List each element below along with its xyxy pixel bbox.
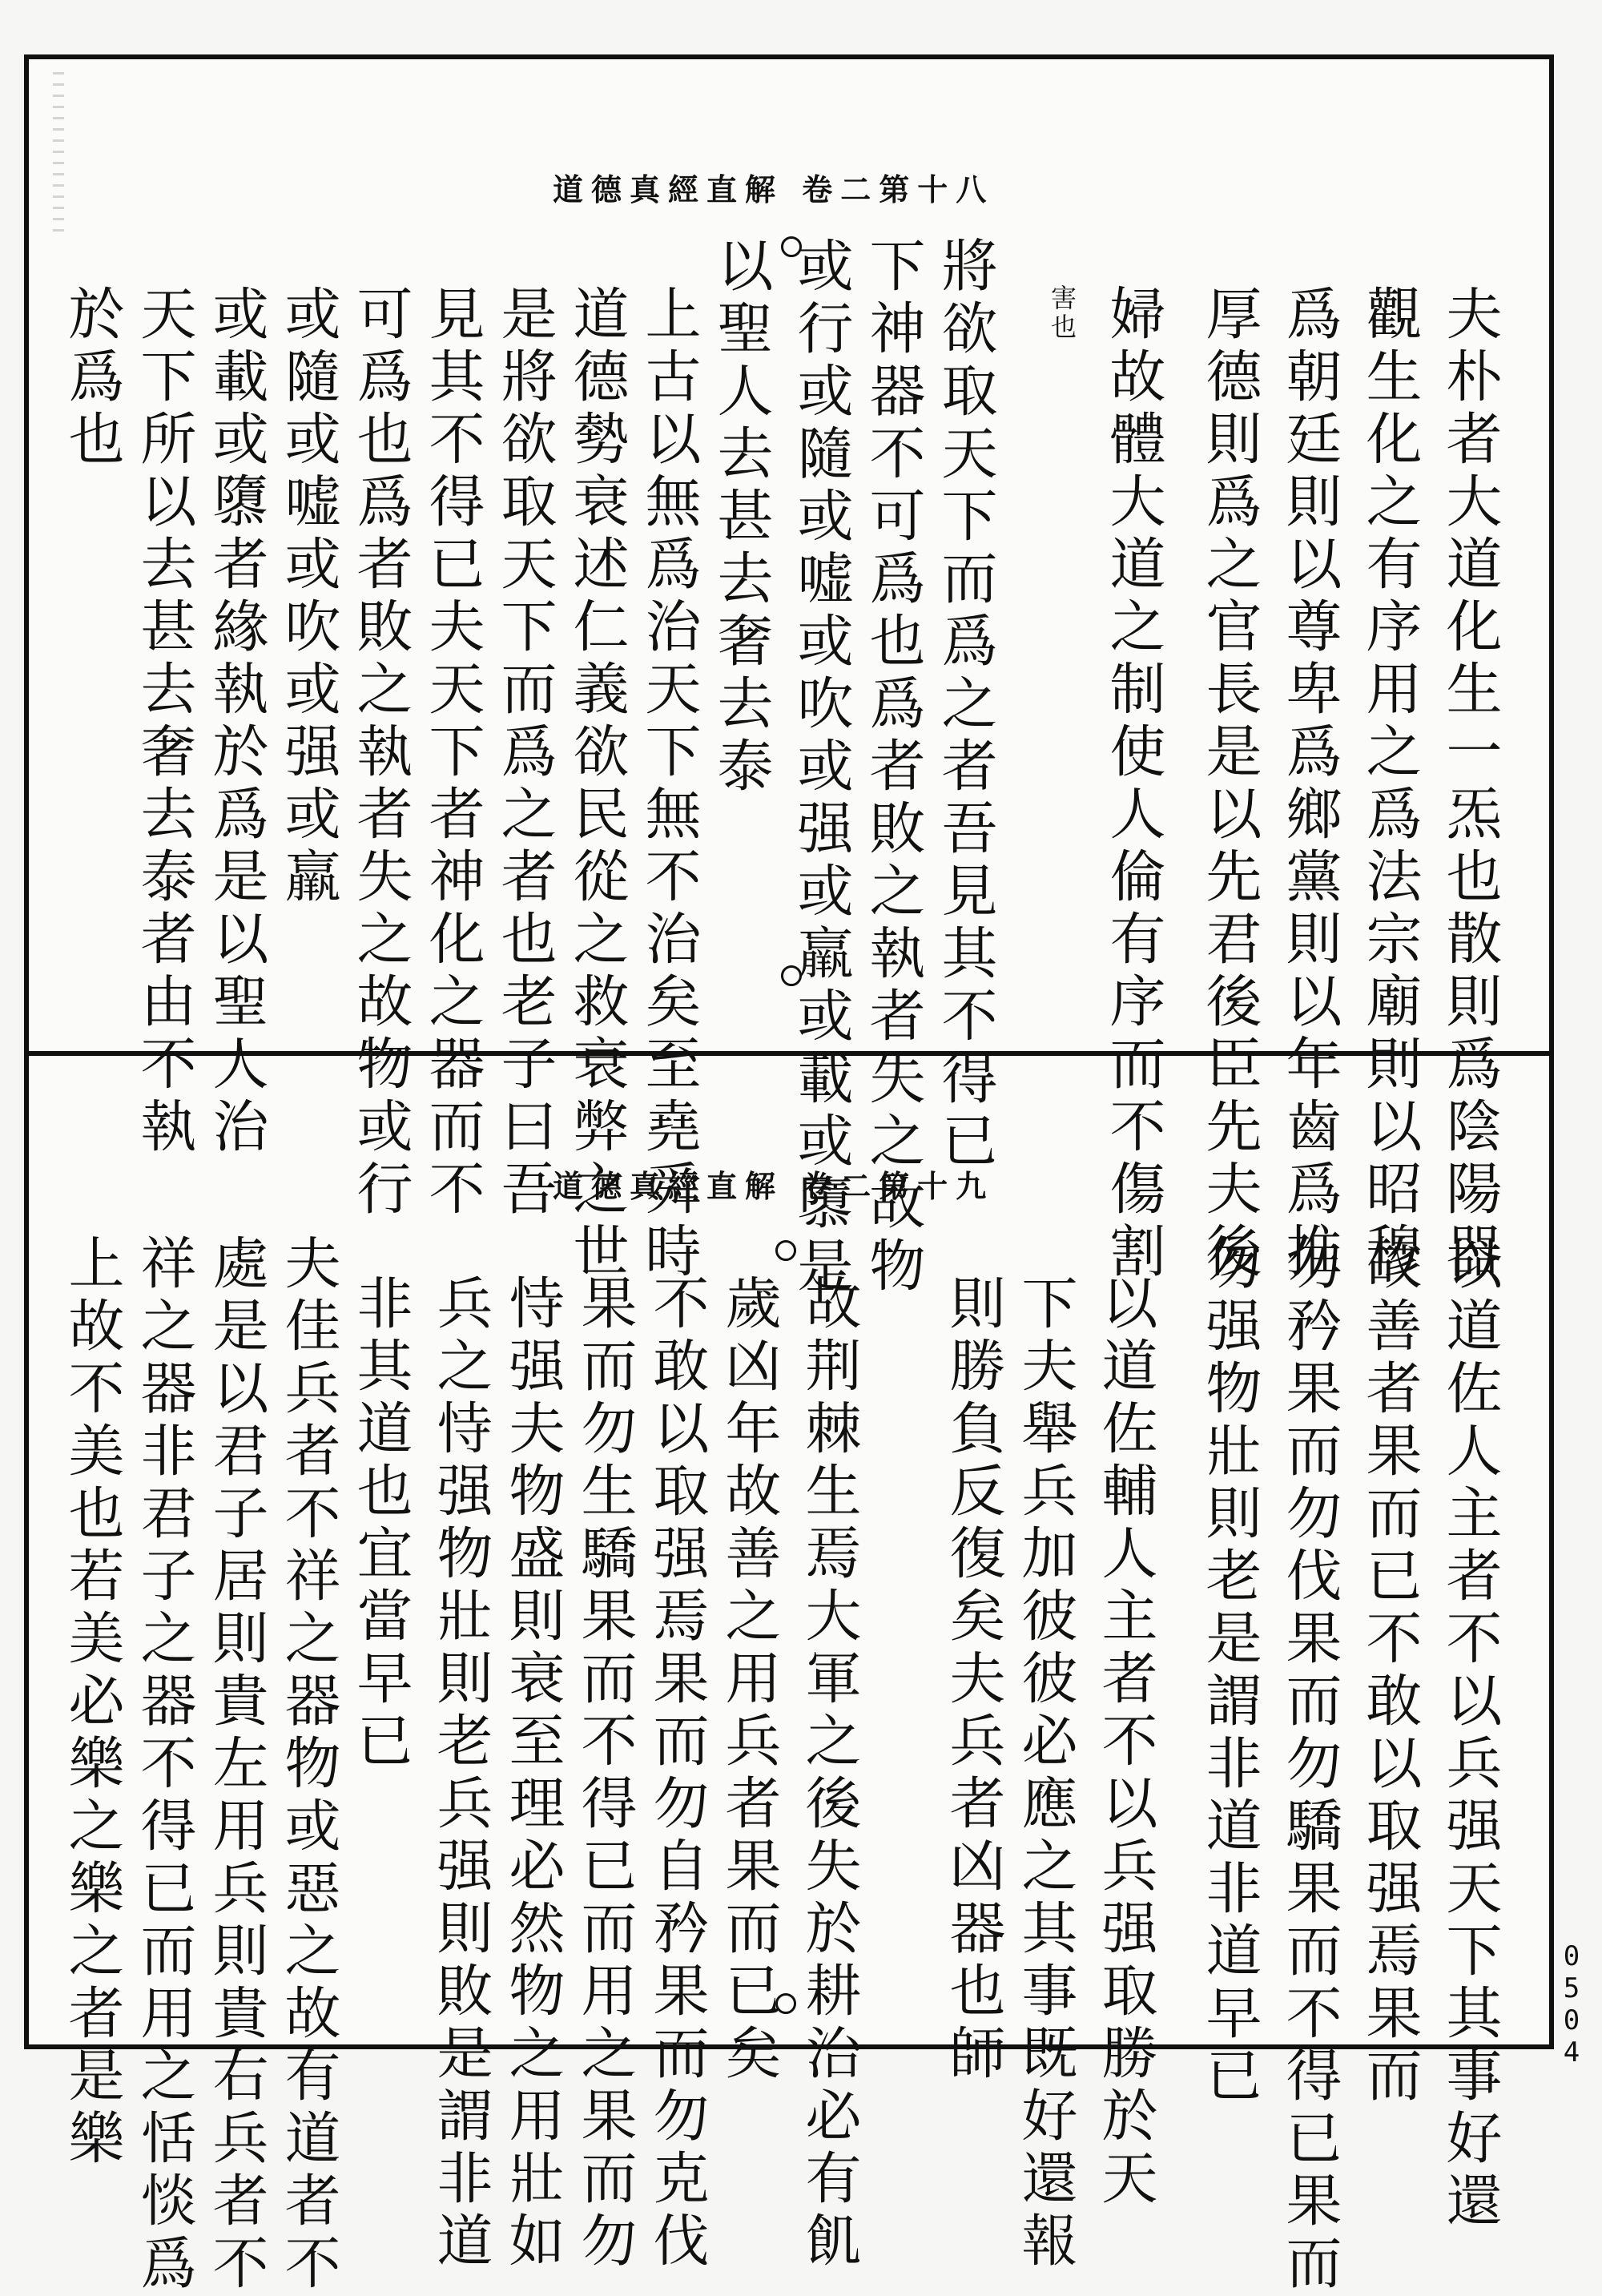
bottom-col-18: 上故不美也若美必樂之樂之者是樂 xyxy=(59,1234,125,2171)
top-col-8: 或行或隨或嘘或吹或强或羸或載或隳是 xyxy=(788,236,854,1299)
top-circle-mark-1 xyxy=(781,236,802,257)
top-col-16: 或載或隳者緣執於爲是以聖人治 xyxy=(203,284,269,1159)
bottom-col-3: 勿矜果而勿伐果而勿驕果而不得已果而 xyxy=(1277,1234,1342,2296)
top-circle-mark-2 xyxy=(781,965,802,986)
bottom-col-12: 恃强夫物盛則衰至理必然物之用壯如 xyxy=(500,1274,566,2274)
bottom-col-5: 以道佐輔人主者不以兵强取勝於天 xyxy=(1093,1274,1158,2211)
top-col-4: 厚德則爲之官長是以先君後臣先夫後 xyxy=(1197,284,1262,1284)
bottom-header: 道德真經直解 卷二第十九 xyxy=(553,1168,995,1204)
bottom-col-7: 則勝負反復矣夫兵者凶器也師 xyxy=(940,1274,1006,2086)
top-col-14: 可爲也爲者敗之執者失之故物或行 xyxy=(348,284,413,1222)
top-col-9: 以聖人去甚去奢去泰 xyxy=(708,236,774,799)
top-col-17: 天下所以去甚去奢去泰者由不執 xyxy=(131,284,197,1159)
bottom-circle-mark-1 xyxy=(775,1240,796,1261)
top-annotation-1: 害也 xyxy=(1047,284,1077,342)
bottom-col-17: 祥之器非君子之器不得已而用之恬惔爲 xyxy=(131,1234,197,2296)
bottom-col-11: 果而勿生驕果而不得已而用之果而勿 xyxy=(572,1274,638,2274)
bottom-col-9: 歲凶年故善之用兵者果而已矣 xyxy=(716,1274,782,2086)
top-col-3: 爲朝廷則以尊卑爲鄉黨則以年齒爲推 xyxy=(1277,284,1342,1284)
bottom-col-14: 非其道也宜當早已 xyxy=(348,1274,413,1774)
top-col-5: 婦故體大道之制使人倫有序而不傷割 xyxy=(1101,284,1166,1284)
top-col-12: 是將欲取天下而爲之者也老子曰吾 xyxy=(492,284,557,1222)
top-col-7: 下神器不可爲也爲者敗之執者失之故物 xyxy=(860,236,926,1299)
top-col-10: 上古以無爲治天下無不治矣至堯舜時 xyxy=(636,284,702,1284)
top-header: 道德真經直解 卷二第十八 xyxy=(553,171,995,207)
bottom-col-16: 處是以君子居則貴左用兵則貴右兵者不 xyxy=(203,1234,269,2296)
bottom-col-2: 故善者果而已不敢以取强焉果而 xyxy=(1357,1234,1423,2109)
bottom-col-15: 夫佳兵者不祥之器物或惡之故有道者不 xyxy=(276,1234,341,2296)
bottom-circle-mark-2 xyxy=(775,1993,796,2014)
bottom-col-8: 故荆棘生焉大軍之後失於耕治必有飢 xyxy=(796,1274,862,2274)
top-col-1: 夫朴者大道化生一炁也散則爲陰陽器 xyxy=(1437,284,1503,1284)
bottom-col-10: 不敢以取强焉果而勿自矜果而勿克伐 xyxy=(644,1274,710,2274)
margin-speckle xyxy=(53,72,64,232)
top-col-18: 於爲也 xyxy=(59,284,125,472)
top-col-11: 道德勢衰述仁義欲民從之救衰弊之世 xyxy=(564,284,630,1284)
bottom-col-13: 兵之恃强物壯則老兵强則敗是謂非道 xyxy=(428,1274,493,2274)
bottom-col-1: 以道佐人主者不以兵强天下其事好還 xyxy=(1437,1234,1503,2234)
bottom-col-6: 下夫舉兵加彼彼必應之其事既好還報 xyxy=(1012,1274,1078,2274)
top-col-13: 見其不得已夫天下者神化之器而不 xyxy=(420,284,485,1222)
bottom-col-4: 勿强物壯則老是謂非道非道早已 xyxy=(1197,1234,1262,2109)
page-number: 0504 xyxy=(1556,1940,1588,2068)
top-col-2: 觀生化之有序用之爲法宗廟則以昭穆 xyxy=(1357,284,1423,1284)
top-col-15: 或隨或嘘或吹或强或羸 xyxy=(276,284,341,909)
top-col-6: 將欲取天下而爲之者吾見其不得已 xyxy=(932,236,998,1174)
